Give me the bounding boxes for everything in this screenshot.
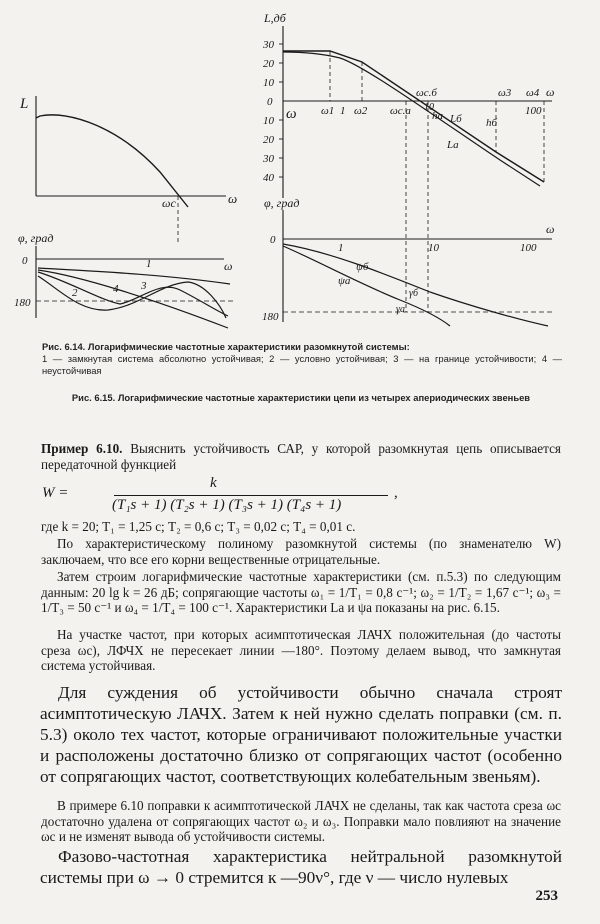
paragraph-6: Фазово-частотная характеристика нейтральной разомкнутой системы при ω → 0 стремится к —90ν°, где ν — число нулевых: [40, 847, 562, 887]
fig614-omega-label: ω: [228, 191, 238, 206]
fig615-psib-label: ψб: [356, 261, 369, 273]
fig615-phi-ten: 10: [428, 242, 439, 254]
fig615-y-tick-0: 0: [267, 96, 273, 108]
example-head: Пример 6.10.: [41, 441, 123, 456]
fig615-wca: ωc.a: [390, 105, 411, 117]
fig615-phi-hundred: 100: [520, 242, 537, 254]
caption-6-14-body: 1 — замкнутая система абсолютно устойчивая; 2 — условно устойчивая; 3 — на границе устойчивости; 4 — неустойчивая: [42, 353, 562, 376]
fig615-psi-a: [283, 246, 450, 326]
fig614-curve-label-3: 3: [141, 280, 147, 292]
fig615-wcb: ωc.б: [416, 87, 437, 99]
fig614-curve-label-4: 4: [113, 283, 119, 295]
fig615-hundred: 100: [525, 105, 542, 117]
page-number: 253: [535, 888, 558, 904]
formula-numerator: k: [210, 475, 217, 491]
fig615-ten: 10: [424, 102, 434, 113]
fig615-one: 1: [340, 105, 346, 117]
fig615-psi-b: [283, 244, 548, 326]
fig615-phi-180: 180: [262, 311, 279, 323]
paragraph-1: По характеристическому полиному разомкнутой системы (по знаменателю W) заключаем, что все его корни вещественные отрицательные.: [41, 536, 561, 567]
fig614-L-label: L: [20, 96, 29, 112]
fig615-w4: ω4: [526, 87, 540, 99]
fig615-hb: hб: [486, 117, 498, 129]
paragraph-2: Затем строим логарифмические частотные характеристики (см. п.5.3) по следующим данным: 20 lg k = 26 дБ; сопрягающие частоты ω₁ = 1/T₁ = 0,8 с⁻¹; ω₂ = 1/T₂ = 1,67 с⁻¹; ω₃ = 1/T₃ = 50 с⁻¹ и ω₄ = 1/T₄ = 100 с⁻¹. Характеристики Lа и ψа показаны на рис. 6.15.: [41, 569, 561, 616]
fig615-w1: ω1: [321, 105, 335, 117]
fig615-phi-zero: 0: [270, 234, 276, 246]
fig615-y-tick-10: 10: [263, 77, 274, 89]
fig614-curve-label-2: 2: [72, 287, 78, 299]
fig615-w2: ω2: [354, 105, 368, 117]
fig615-y-tick-20: 20: [263, 58, 274, 70]
fig615-Lb: Lб: [450, 113, 462, 125]
paragraph-4: Для суждения об устойчивости обычно сначала строят асимптотическую ЛАЧХ. Затем к ней нужно сделать поправки (см. п. 5.3) около тех частот, которые ограничивают положительные участки и расположены достаточно близко от сопрягающих частот (особенно от сопрягающих частот, соответствующих колебательным звеньям).: [40, 683, 562, 786]
fig615-gb-label: γб: [409, 288, 418, 299]
fig615-omega-label-left: ω: [286, 106, 297, 122]
figures: [0, 0, 600, 340]
formula-tail: ,: [394, 485, 398, 501]
fig614-phi-omega: ω: [224, 259, 233, 273]
fig615-y-tick-30: 30: [263, 39, 274, 51]
formula-lhs: W =: [42, 485, 69, 501]
fig615-La: Lа: [447, 139, 459, 151]
fig614-phase-plot: [14, 231, 236, 328]
fig615-y-tick-m10: 10: [263, 115, 274, 127]
fig615-L-actual: [283, 52, 540, 186]
paragraph-3: На участке частот, при которых асимптотическая ЛАЧХ положительная (до частоты среза ωc), ЛФЧХ не пересекает линии —180°. Поэтому делаем вывод, что замкнутая система устойчивая.: [41, 627, 561, 674]
paragraph-5: В примере 6.10 поправки к асимптотической ЛАЧХ не сделаны, так как частота среза ωc достаточно удалена от сопрягающих частот ω₂ и ω₃. Поправки мало повлияют на значение ωc и не изменят вывода об устойчивости системы.: [41, 798, 561, 845]
fig615-ga-label: γа: [396, 304, 405, 315]
fig614-tick-0: 0: [22, 255, 28, 267]
fig614-L-curve: [36, 115, 188, 207]
formula-fraction-bar: [114, 495, 388, 496]
fig615-y-tick-m20: 20: [263, 134, 274, 146]
example-paragraph: [41, 441, 561, 472]
caption-6-15: Рис. 6.15. Логарифмические частотные характеристики цепи из четырех апериодических звеньев: [71, 392, 531, 403]
fig614-curve-label-1: 1: [146, 258, 152, 270]
fig615-phi-label: φ, град: [264, 196, 300, 210]
fig614-wc-label: ωc: [162, 196, 176, 210]
fig614-amplitude-plot: [19, 96, 237, 245]
params-paragraph: где k = 20; T₁ = 1,25 с; T₂ = 0,6 с; T₃ = 0,02 с; T₄ = 0,01 с.: [41, 519, 356, 534]
fig615-ha: hа: [432, 110, 443, 122]
fig615-phi-omega: ω: [546, 222, 555, 236]
fig615-amplitude-plot: [262, 11, 554, 312]
formula-denominator: (T₁s + 1) (T₂s + 1) (T₃s + 1) (T₄s + 1): [112, 497, 342, 513]
fig615-w3: ω3: [498, 87, 512, 99]
fig615-omega-label-right: ω: [546, 85, 555, 99]
fig614-tick-180: 180: [14, 297, 31, 309]
caption-6-14-title: Рис. 6.14. Логарифмические частотные характеристики разомкнутой системы:: [42, 341, 410, 352]
fig615-L-label: L,дб: [264, 11, 286, 25]
transfer-function-formula: [42, 475, 562, 515]
fig615-y-tick-m30: 30: [263, 153, 274, 165]
fig615-y-tick-m40: 40: [263, 172, 274, 184]
example-text: Выяснить устойчивость САР, у которой разомкнутая цепь описывается передаточной функцией: [41, 441, 561, 472]
fig615-psia-label: ψа: [338, 275, 351, 287]
fig615-y-ticks: [279, 44, 283, 177]
fig614-phi-label: φ, град: [18, 231, 54, 245]
fig615-phi-one: 1: [338, 242, 344, 254]
fig615-phase-plot: [262, 196, 554, 326]
